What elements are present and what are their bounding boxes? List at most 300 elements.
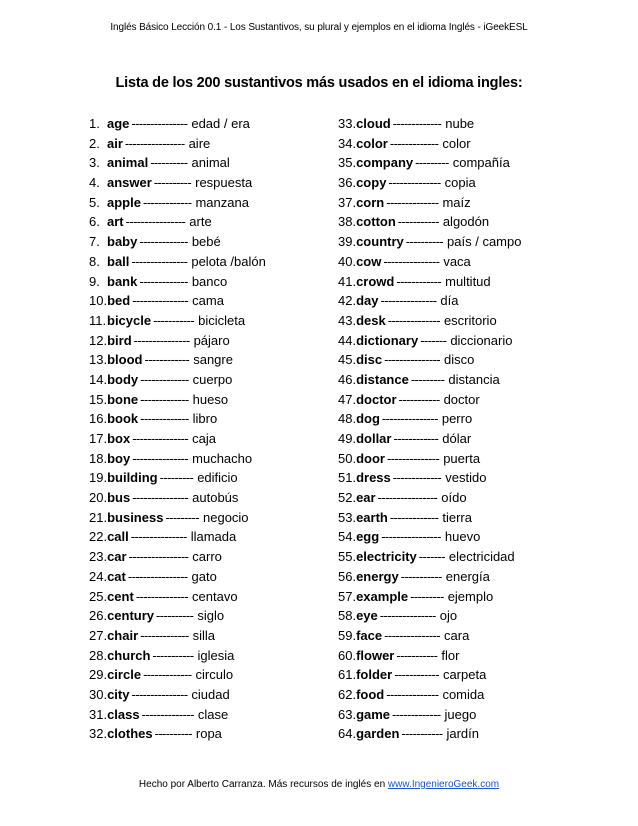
vocab-number: 12. [89,332,108,348]
vocab-number: 2. [89,135,100,151]
vocab-word: chair [107,627,139,643]
vocab-row [89,527,329,547]
vocab-translation: respuesta [195,175,253,191]
vocab-translation: multitud [445,273,491,289]
vocab-number: 45. [338,352,357,368]
vocab-row [338,685,578,705]
vocab-translation: diccionario [450,332,513,348]
vocab-word: disc [356,352,383,368]
vocab-word: bus [107,490,131,506]
vocab-word: book [107,411,139,427]
vocab-number: 40. [338,253,357,269]
vocab-number: 13. [89,352,108,368]
vocab-dashes: ---------------- [377,490,438,506]
vocab-dashes: --------------- [383,253,440,269]
vocab-translation: silla [192,627,216,643]
vocab-word: dress [356,470,391,486]
vocab-row [89,606,329,626]
vocab-row [338,153,578,173]
vocab-word: food [356,686,385,702]
vocab-row [338,646,578,666]
vocab-word: distance [356,371,409,387]
vocab-word: answer [107,175,152,191]
page-title: Lista de los 200 sustantivos más usados en el idioma ingles: [115,75,523,91]
vocab-number: 48. [338,411,357,427]
vocab-row [338,409,578,429]
vocab-dashes: ------------- [140,391,189,407]
vocab-dashes: ---------- [405,234,444,250]
vocab-dashes: ------------- [392,706,441,722]
vocab-row [338,390,578,410]
vocab-translation: ejemplo [447,588,494,604]
vocab-word: church [107,647,151,663]
vocab-row [89,134,329,154]
vocab-row [89,705,329,725]
vocab-translation: autobús [192,490,239,506]
vocab-dashes: ----------- [401,726,443,742]
vocab-translation: gato [191,568,217,584]
vocab-row [89,212,329,232]
vocab-number: 20. [89,490,108,506]
vocab-number: 57. [338,588,357,604]
vocab-word: cat [107,568,126,584]
vocab-translation: vaca [443,253,471,269]
vocab-word: corn [356,194,385,210]
vocab-translation: llamada [190,529,237,545]
vocab-number: 37. [338,194,357,210]
vocab-number: 56. [338,568,357,584]
vocab-row [89,724,329,744]
vocab-word: age [107,116,130,131]
vocab-dashes: --------------- [131,253,188,269]
vocab-row [89,547,329,567]
vocab-number: 31. [89,706,108,722]
vocab-row [89,311,329,331]
vocab-word: animal [107,155,149,171]
vocab-number: 32. [89,726,108,742]
vocab-translation: cama [192,293,224,309]
vocab-dashes: ---------------- [127,568,188,584]
vocab-dashes: ---------------- [124,135,185,151]
page-footer [0,779,638,790]
vocab-dashes: --------------- [384,352,441,368]
vocab-translation: doctor [443,391,480,407]
vocab-word: century [107,608,155,624]
vocab-dashes: ---------- [153,175,192,191]
vocab-row [338,587,578,607]
vocab-translation: animal [191,155,230,171]
vocab-number: 36. [338,175,357,191]
vocab-dashes: --------------- [380,293,437,309]
vocab-dashes: -------------- [387,312,440,328]
vocab-dashes: --------------- [379,608,436,624]
vocab-word: country [356,234,404,250]
vocab-number: 62. [338,686,357,702]
vocab-row [89,390,329,410]
vocab-word: blood [107,352,143,368]
vocab-row [89,587,329,607]
vocab-dashes: -------------- [141,706,194,722]
vocab-word: business [107,509,164,525]
vocab-translation: carro [192,549,222,565]
vocab-translation: edad / era [191,116,250,131]
vocab-row [338,252,578,272]
vocab-number: 17. [89,431,108,446]
vocab-number: 4. [89,175,100,191]
vocab-number: 21. [89,509,108,525]
vocab-row [89,331,329,351]
vocab-translation: manzana [195,194,249,210]
vocab-number: 9. [89,273,100,289]
vocab-row [89,370,329,390]
vocab-row [338,134,578,154]
vocab-number: 53. [338,509,357,525]
vocab-number: 35. [338,155,357,171]
vocab-row [338,429,578,449]
vocab-translation: siglo [197,608,225,624]
vocab-number: 24. [89,568,108,584]
vocab-row [89,350,329,370]
vocab-word: bird [107,332,132,348]
vocab-number: 1. [89,116,100,131]
vocab-number: 46. [338,371,357,387]
vocab-number: 25. [89,588,108,604]
vocab-translation: puerta [443,450,481,466]
vocab-number: 50. [338,450,357,466]
vocab-list-right [338,114,578,744]
vocab-word: face [356,627,383,643]
vocab-dashes: ------------- [140,411,189,427]
vocab-row [338,626,578,646]
vocab-dashes: ------- [420,332,447,348]
vocab-row [338,508,578,528]
vocab-dashes: -------------- [388,175,441,191]
vocab-dashes: ---------------- [125,214,186,230]
vocab-number: 10. [89,293,108,309]
vocab-dashes: ------------ [396,273,442,289]
vocab-number: 7. [89,234,100,250]
vocab-translation: caja [192,431,216,446]
vocab-number: 19. [89,470,108,486]
vocab-word: box [107,431,131,446]
vocab-translation: iglesia [197,647,235,663]
vocab-row [89,232,329,252]
vocab-number: 5. [89,194,100,210]
vocab-row [89,468,329,488]
vocab-number: 8. [89,253,100,269]
vocab-word: door [356,450,385,466]
vocab-word: color [356,135,388,151]
vocab-number: 27. [89,627,108,643]
vocab-word: bicycle [107,312,152,328]
vocab-number: 11. [89,312,107,328]
vocab-translation: juego [444,706,477,722]
vocab-row [89,252,329,272]
vocab-word: folder [356,667,393,683]
vocab-dashes: --------------- [131,116,188,131]
vocab-translation: flor [441,647,460,663]
vocab-word: boy [107,450,131,466]
vocab-dashes: ------------- [392,470,442,486]
vocab-row [89,685,329,705]
vocab-translation: dólar [442,431,472,446]
vocab-word: cow [356,253,382,269]
vocab-dashes: ------------- [139,273,188,289]
vocab-dashes: ------------- [140,627,189,643]
vocab-word: call [107,529,129,545]
vocab-dashes: ----------- [396,647,438,663]
vocab-row [338,212,578,232]
vocab-dashes: --------------- [130,529,187,545]
vocab-number: 18. [89,450,108,466]
vocab-translation: aire [188,135,211,151]
footer-text: Hecho por Alberto Carranza. Más recursos de inglés en [138,779,388,790]
vocab-word: energy [356,568,399,584]
vocab-translation: copia [444,175,476,191]
vocab-row [338,705,578,725]
vocab-dashes: ------------- [140,371,189,387]
vocab-word: flower [356,647,395,663]
vocab-word: cent [107,588,134,604]
vocab-word: doctor [356,391,397,407]
vocab-translation: arte [189,214,212,230]
vocab-translation: huevo [444,529,481,545]
vocab-word: egg [356,529,380,545]
vocab-number: 60. [338,647,357,663]
vocab-translation: comida [442,686,485,702]
vocab-word: cotton [356,214,396,230]
vocab-dashes: ---------------- [128,549,189,565]
vocab-row [338,606,578,626]
vocab-word: apple [107,194,141,210]
vocab-dashes: --------- [415,155,449,171]
vocab-row [89,193,329,213]
vocab-word: electricity [356,549,417,565]
vocab-dashes: ------------- [139,234,188,250]
vocab-translation: bebé [191,234,221,250]
vocab-number: 52. [338,490,357,506]
vocab-row [338,193,578,213]
vocab-translation: cara [444,627,470,643]
vocab-translation: distancia [448,371,500,387]
vocab-translation: disco [444,352,475,368]
vocab-row [89,272,329,292]
vocab-row [89,646,329,666]
vocab-word: dictionary [356,332,419,348]
vocab-dashes: --------------- [133,332,190,348]
vocab-word: garden [356,726,400,742]
vocab-translation: día [440,293,459,309]
vocab-translation: escritorio [443,312,497,328]
vocab-word: bone [107,391,139,407]
vocab-word: crowd [356,273,395,289]
vocab-dashes: --------- [410,371,445,387]
vocab-translation: nube [445,116,475,131]
vocab-translation: libro [192,411,218,427]
vocab-translation: perro [441,411,473,427]
vocab-dashes: --------------- [131,686,188,702]
vocab-number: 42. [338,293,357,309]
vocab-number: 54. [338,529,357,545]
vocab-word: dog [356,411,380,427]
vocab-word: eye [356,608,378,624]
vocab-translation: banco [191,273,228,289]
vocab-word: cloud [356,116,391,131]
vocab-word: clothes [107,726,153,742]
vocab-dashes: -------------- [386,194,439,210]
vocab-word: desk [356,312,386,328]
vocab-row [89,488,329,508]
vocab-translation: jardín [446,726,479,742]
vocab-translation: cuerpo [192,371,233,387]
vocab-translation: hueso [192,391,229,407]
vocab-word: ear [356,490,376,506]
vocab-dashes: -------------- [135,588,189,604]
vocab-word: circle [107,667,142,683]
vocab-dashes: --------------- [381,411,438,427]
vocab-word: bank [107,273,138,289]
vocab-number: 58. [338,608,357,624]
vocab-number: 59. [338,627,357,643]
vocab-dashes: --------------- [384,627,441,643]
vocab-translation: circulo [195,667,234,683]
vocab-number: 39. [338,234,357,250]
vocab-dashes: --------- [165,509,199,525]
vocab-row [338,665,578,685]
vocab-word: city [107,686,130,702]
vocab-dashes: ------------- [389,509,439,525]
vocab-dashes: ----------- [152,647,194,663]
vocab-dashes: --------- [159,470,194,486]
vocab-row [89,508,329,528]
vocab-word: bed [107,293,131,309]
vocab-word: building [107,470,158,486]
vocab-translation: sangre [193,352,233,368]
vocab-translation: país / campo [447,234,522,250]
vocab-translation: vestido [445,470,487,486]
vocab-dashes: ------------- [142,194,192,210]
vocab-word: body [107,371,139,387]
vocab-number: 41. [338,273,357,289]
vocab-number: 28. [89,647,108,663]
vocab-row [338,173,578,193]
page-header: Inglés Básico Lección 0.1 - Los Sustantivos, su plural y ejemplos en el idioma Inglés - iGeekESL [110,22,528,33]
vocab-word: company [356,155,414,171]
vocab-row [89,114,329,134]
vocab-translation: compañía [452,155,510,171]
vocab-word: car [107,549,127,565]
vocab-number: 63. [338,706,357,722]
vocab-translation: muchacho [192,450,253,466]
vocab-dashes: --------- [410,588,444,604]
vocab-row [338,449,578,469]
vocab-translation: oído [441,490,467,506]
vocab-dashes: ---------- [156,608,194,624]
vocab-translation: energía [445,568,490,584]
vocab-translation: ciudad [191,686,230,702]
vocab-dashes: --------------- [132,450,189,466]
vocab-row [338,272,578,292]
vocab-number: 43. [338,312,357,328]
vocab-row [338,724,578,744]
vocab-row [338,547,578,567]
vocab-number: 14. [89,371,108,387]
vocab-word: class [107,706,140,722]
vocab-translation: carpeta [442,667,487,683]
vocab-dashes: ----------- [398,391,440,407]
vocab-word: game [356,706,391,722]
vocab-number: 44. [338,332,357,348]
vocab-dashes: ------- [418,549,445,565]
vocab-word: day [356,293,379,309]
vocab-row [89,665,329,685]
vocab-translation: negocio [203,509,249,525]
vocab-row [338,468,578,488]
vocab-list-left [89,114,329,744]
vocab-translation: ojo [439,608,458,624]
vocab-word: earth [356,509,388,525]
vocab-dashes: ---------------- [381,529,441,545]
vocab-translation: clase [197,706,229,722]
vocab-row [89,173,329,193]
vocab-word: ball [107,253,130,269]
vocab-translation: color [442,135,471,151]
vocab-dashes: ----------- [397,214,439,230]
vocab-translation: algodón [442,214,490,230]
vocab-row [89,291,329,311]
vocab-number: 22. [89,529,108,545]
vocab-translation: tierra [442,509,472,525]
vocab-number: 55. [338,549,357,565]
vocab-dashes: -------------- [386,686,439,702]
vocab-word: dollar [356,431,392,446]
vocab-number: 38. [338,214,357,230]
vocab-dashes: ------------ [144,352,190,368]
vocab-translation: pelota /balón [191,253,266,269]
vocab-number: 16. [89,411,108,427]
vocab-row [338,311,578,331]
vocab-translation: centavo [192,588,238,604]
vocab-row [338,567,578,587]
vocab-word: baby [107,234,138,250]
vocab-translation: bicicleta [198,312,246,328]
vocab-word: art [107,214,124,230]
vocab-row [338,527,578,547]
vocab-number: 26. [89,608,108,624]
vocab-dashes: ---------- [150,155,188,171]
vocab-number: 61. [338,667,357,683]
vocab-dashes: ------------ [393,431,439,446]
vocab-number: 6. [89,214,100,230]
vocab-dashes: ----------- [153,312,195,328]
vocab-row [89,449,329,469]
vocab-translation: edificio [197,470,238,486]
vocab-translation: pájaro [193,332,230,348]
vocab-row [89,429,329,449]
vocab-row [338,370,578,390]
vocab-word: example [356,588,409,604]
vocab-dashes: ------------- [389,135,439,151]
vocab-word: copy [356,175,387,191]
vocab-number: 15. [89,391,108,407]
vocab-dashes: --------------- [132,490,189,506]
vocab-number: 23. [89,549,108,565]
footer-link[interactable]: www.IngenieroGeek.com [387,779,500,790]
vocab-row [89,153,329,173]
vocab-number: 3. [89,155,100,171]
vocab-row [89,409,329,429]
vocab-word: air [107,135,123,151]
